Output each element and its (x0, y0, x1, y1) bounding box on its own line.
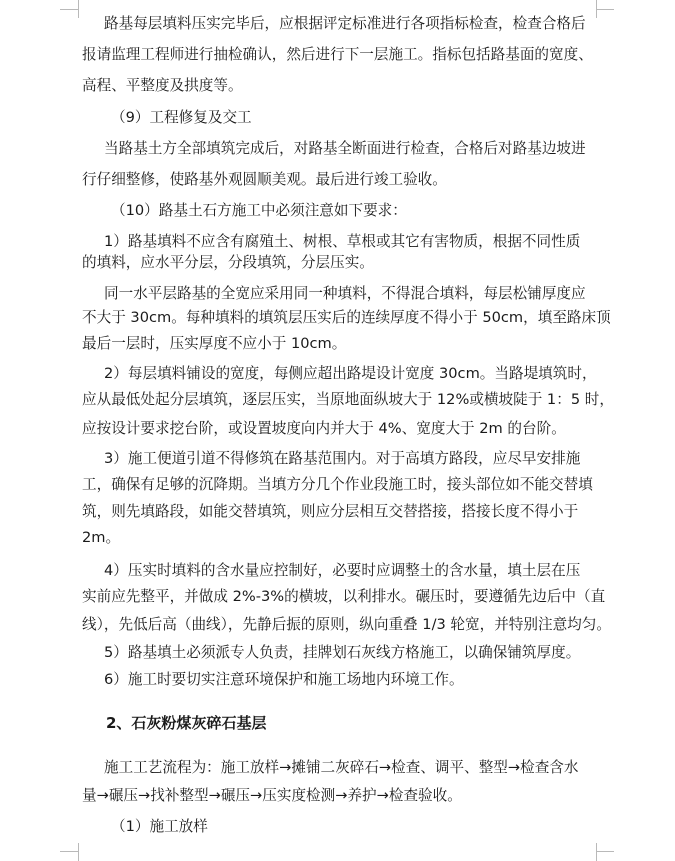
paragraph-line: 3）施工便道引道不得修筑在路基范围内。对于高填方路段，应尽早安排施 (104, 450, 581, 467)
crop-mark-bottom-right-h (596, 851, 614, 852)
paragraph-line: 2）每层填料铺设的宽度，每侧应超出路堤设计宽度 30cm。当路堤填筑时， (104, 365, 597, 382)
paragraph-line: 应从最低处起分层填筑，逐层压实，当原地面纵坡大于 12%或横坡陡于 1：5 时， (82, 391, 614, 408)
paragraph-line: 同一水平层路基的全宽应采用同一种填料，不得混合填料，每层松铺厚度应 (104, 285, 586, 302)
paragraph-line: 筑，则先填路段，如能交替填筑，则应分层相互交替搭接，搭接长度不得小于 (82, 503, 579, 520)
paragraph-line: 施工工艺流程为：施工放样→摊铺二灰碎石→检查、调平、整型→检查含水 (104, 759, 579, 776)
paragraph-line: 1）路基填料不应含有腐殖土、树根、草根或其它有害物质，根据不同性质 (104, 233, 581, 250)
paragraph-line: 2m。 (82, 529, 121, 546)
subsection-heading-1: （1）施工放样 (111, 818, 208, 835)
paragraph-line: 线），先低后高（曲线），先静后振的原则，纵向重叠 1/3 轮宽，并特别注意均匀。 (82, 616, 611, 633)
paragraph-line: 不大于 30cm。每种填料的填筑层压实后的连续厚度不得小于 50cm，填至路床顶 (82, 309, 611, 326)
paragraph-line: 应按设计要求挖台阶，或设置坡度向内并大于 4%、宽度大于 2m 的台阶。 (82, 420, 566, 437)
paragraph-line: 5）路基填土必须派专人负责，挂牌划石灰线方格施工，以确保铺筑厚度。 (104, 644, 581, 661)
paragraph-line: 的填料，应水平分层，分段填筑，分层压实。 (82, 254, 374, 271)
section-heading-9: （9）工程修复及交工 (111, 109, 252, 126)
paragraph-line: 报请监理工程师进行抽检确认，然后进行下一层施工。指标包括路基面的宽度、 (82, 46, 593, 63)
paragraph-line: 路基每层填料压实完毕后，应根据评定标准进行各项指标检查，检查合格后 (104, 15, 586, 32)
paragraph-line: 6）施工时要切实注意环境保护和施工场地内环境工作。 (104, 671, 464, 688)
crop-mark-top-left-v (78, 0, 79, 18)
crop-mark-bottom-right-v (596, 843, 597, 861)
paragraph-line: 实前应先整平，并做成 2%-3%的横坡，以利排水。碾压时，要遵循先边后中（直 (82, 588, 606, 605)
crop-mark-top-right-h (596, 9, 614, 10)
paragraph-line: 最后一层时，压实厚度不应小于 10cm。 (82, 335, 347, 352)
paragraph-line: 4）压实时填料的含水量应控制好，必要时应调整土的含水量，填土层在压 (104, 562, 581, 579)
paragraph-line: 当路基土方全部填筑完成后，对路基全断面进行检查，合格后对路基边坡进 (104, 140, 586, 157)
crop-mark-top-left-h (60, 9, 78, 10)
crop-mark-bottom-left-v (78, 843, 79, 861)
crop-mark-bottom-left-h (60, 851, 78, 852)
paragraph-line: 量→碾压→找补整型→碾压→压实度检测→养护→检查验收。 (82, 787, 462, 804)
paragraph-line: 工，确保有足够的沉降期。当填方分几个作业段施工时，接头部位如不能交替填 (82, 476, 593, 493)
section-heading-10: （10）路基土石方施工中必须注意如下要求： (111, 202, 407, 219)
paragraph-line: 高程、平整度及拱度等。 (82, 77, 243, 94)
crop-mark-top-right-v (596, 0, 597, 18)
paragraph-line: 行仔细整修，使路基外观圆顺美观。最后进行竣工验收。 (82, 171, 447, 188)
section-heading-2: 2、石灰粉煤灰碎石基层 (106, 714, 267, 732)
